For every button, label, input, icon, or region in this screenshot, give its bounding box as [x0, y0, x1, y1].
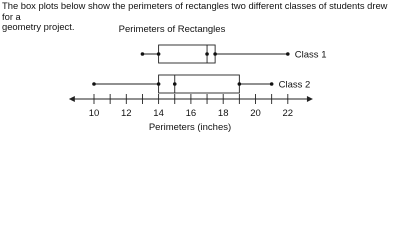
class-2-min-dot [92, 82, 96, 86]
x-axis-left-arrow [69, 96, 75, 102]
class-2-label: Class 2 [278, 79, 311, 91]
chart-title: Perimeters of Rectangles [118, 24, 226, 35]
class-1-label: Class 1 [294, 49, 327, 61]
x-tick-label-10: 10 [88, 108, 100, 119]
class-2-max-dot [270, 82, 274, 86]
class-1-median-dot [205, 52, 209, 56]
class-1-q3-dot [213, 52, 217, 56]
x-tick-label-22: 22 [282, 108, 294, 119]
x-axis-label: Perimeters (inches) [148, 122, 232, 133]
plot-area [69, 45, 327, 119]
class-1-min-dot [141, 52, 145, 56]
x-axis-right-arrow [307, 96, 313, 102]
x-tick-label-14: 14 [153, 108, 164, 119]
class-2-median-dot [173, 82, 177, 86]
x-tick-label-20: 20 [250, 108, 261, 119]
class-1-q1-dot [157, 52, 161, 56]
class-1-max-dot [286, 52, 290, 56]
prompt-line-1: The box plots below show the perimeters of rectangles two different classes of students drew for a [2, 0, 388, 22]
x-tick-label-12: 12 [121, 108, 132, 119]
x-tick-label-16: 16 [185, 108, 197, 119]
class-2-box [159, 75, 240, 93]
class-2-q3-dot [238, 82, 242, 86]
x-tick-label-18: 18 [217, 108, 229, 119]
prompt-line-2: geometry project. [2, 21, 75, 32]
class-2-q1-dot [157, 82, 161, 86]
